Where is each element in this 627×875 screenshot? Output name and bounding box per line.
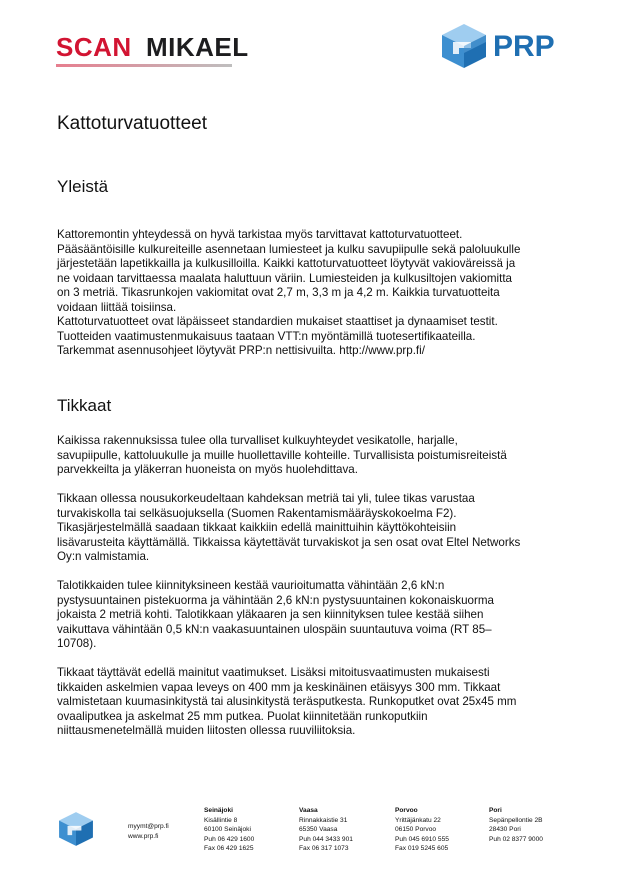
text-line: Kaikissa rakennuksissa tulee olla turvalliset kulkuyhteydet vesikatolle, harjalle, [57,434,458,447]
paragraph [57,228,577,359]
text-line: järjestetään lapetikkailla ja kulkusilloilla. Kaikki kattoturvatuotteet löytyvät vakioväreissä ja [57,257,516,270]
text-line: Tuotteiden vaatimustenmukaisuus taataan VTT:n myöntämillä tuotesertifikaateilla. [57,329,476,343]
office-line: Rinnakkaistie 31 [299,816,348,824]
text-line: turvakiskolla tai selkäsuojuksella (Suomen Rakentamismääräyskokoelma F2). [57,506,457,520]
text-line: niittausmenetelmällä muiden liitosten ollessa ruuviliitoksia. [57,724,356,737]
logo-mikael-text: MIKAEL [146,32,249,62]
text-line: ne voidaan tarvittaessa maalata haluttuun väriin. Lumiesteiden ja kulkusiltojen vakiomitta [57,271,512,285]
office-line: Puh 045 6910 555 [395,835,449,843]
text-line: 10708). [57,637,97,650]
office-line: Fax 06 429 1625 [204,845,254,853]
text-line: Kattoturvatuotteet ovat läpäisseet standardien mukaiset staattiset ja dynaamiset testit. [57,315,498,328]
footer-email[interactable]: myymt@prp.fi [128,823,169,830]
office-line: Sepänpellontie 2B [489,816,543,824]
office-line: 65350 Vaasa [299,826,338,834]
office-line: Kisällintie 8 [204,816,238,824]
office-line: Yrittäjänkatu 22 [395,816,441,824]
office-line: 28430 Pori [489,826,521,834]
text-line: ovaaliputkea ja askelmat 25 mm putkea. Puolat kiinnitetään runkoputkiin [57,709,428,723]
footer-contact [128,822,169,841]
footer-office-pori [489,806,543,844]
text-line: tikkaiden askelmien vapaa leveys on 400 mm ja keskinäinen etäisyys 300 mm. Tikkaat [57,680,501,694]
office-line: Fax 019 5245 605 [395,845,449,853]
text-line: Tikkaan ollessa nousukorkeudeltaan kahdeksan metriä tai yli, tulee tikas varustaa [57,492,475,505]
office-city: Pori [489,807,502,814]
text-line: on 3 metriä. Tikasrunkojen vakiomitat ovat 2,7 m, 3,3 m ja 4,2 m. Kaikkia turvatuotteita [57,286,500,299]
office-line: Puh 044 3433 901 [299,835,353,843]
text-line: lisävarusteita käyttämällä. Tikkaissa käytettävät turvakiskot ja sen osat ovat Eltel Networks [57,535,521,549]
text-line: Oy:n valmistamia. [57,550,150,563]
text-line: Tikasjärjestelmällä saadaan tikkaat kaikkiin edellä mainittuihin käyttökohteisiin [57,521,457,534]
paragraph [57,579,577,652]
text-line: Kattoremontin yhteydessä on hyvä tarkistaa myös tarvittavat kattoturvatuotteet. [57,228,463,241]
text-line: Tarkemmat asennusohjeet löytyvät PRP:n nettisivuilta. http://www.prp.fi/ [57,344,425,357]
prp-cube-logo-icon [438,22,490,70]
office-line: Fax 06 317 1073 [299,845,349,853]
footer-office-vaasa [299,806,353,854]
page-title: Kattoturvatuotteet [57,113,207,134]
text-line: valmistetaan kuumasinkitystä tai alusinkitystä teräsputkesta. Runkoputket ovat 25x45 mm [57,695,517,708]
text-line: Tikkaat täyttävät edellä mainitut vaatimukset. Lisäksi mitoitusvaatimusten mukaisesti [57,666,490,679]
office-line: 60100 Seinäjoki [204,826,251,834]
prp-logo [438,22,572,70]
text-line: Talotikkaiden tulee kiinnityksineen kestää vaurioitumatta vähintään 2,6 kN:n [57,579,445,592]
logo-prp-text: PRP [493,30,555,63]
office-line: Puh 02 8377 9000 [489,835,543,843]
text-line: pystysuuntainen pistekuorma ja vähintään 2,6 kN:n pystysuuntainen kokonaiskuorma [57,593,494,607]
logo-underline [56,64,232,67]
footer-web[interactable]: www.prp.fi [128,832,159,840]
office-city: Seinäjoki [204,807,233,814]
text-line: jokaista 2 metriä kohti. Talotikkaan yläkaaren ja sen kiinnityksen tulee kestää siihen [57,608,484,621]
logo-scan-text: SCAN [56,32,132,62]
office-city: Vaasa [299,807,318,814]
footer-office-porvoo [395,806,449,854]
text-line: parvekkeilta ja yläkerran huoneista on myös huolehdittava. [57,463,358,476]
text-line: Pääsääntöisille kulkureiteille asennetaan lumiesteet ja kulku savupiipulle sekä paloluukulle [57,242,521,256]
office-line: 06150 Porvoo [395,826,437,834]
text-line: voidaan liittää toisiinsa. [57,300,177,314]
footer-office-seinajoki [204,806,254,854]
paragraph [57,492,577,565]
paragraph [57,434,577,478]
section-heading-yleista: Yleistä [57,177,109,196]
paragraph [57,666,577,739]
office-city: Porvoo [395,807,418,814]
footer-logo [56,807,96,856]
text-line: vaikuttava vähintään 0,5 kN:n vaakasuuntainen ulospäin suuntautuva voima (RT 85– [57,622,492,636]
section-heading-tikkaat: Tikkaat [57,396,112,415]
prp-cube-small-icon [56,807,96,851]
text-line: savupiipulle, kattoluukulle ja muille huollettaville kohteille. Turvallisista poistumisreiteistä [57,448,507,462]
office-line: Puh 06 429 1600 [204,835,255,843]
